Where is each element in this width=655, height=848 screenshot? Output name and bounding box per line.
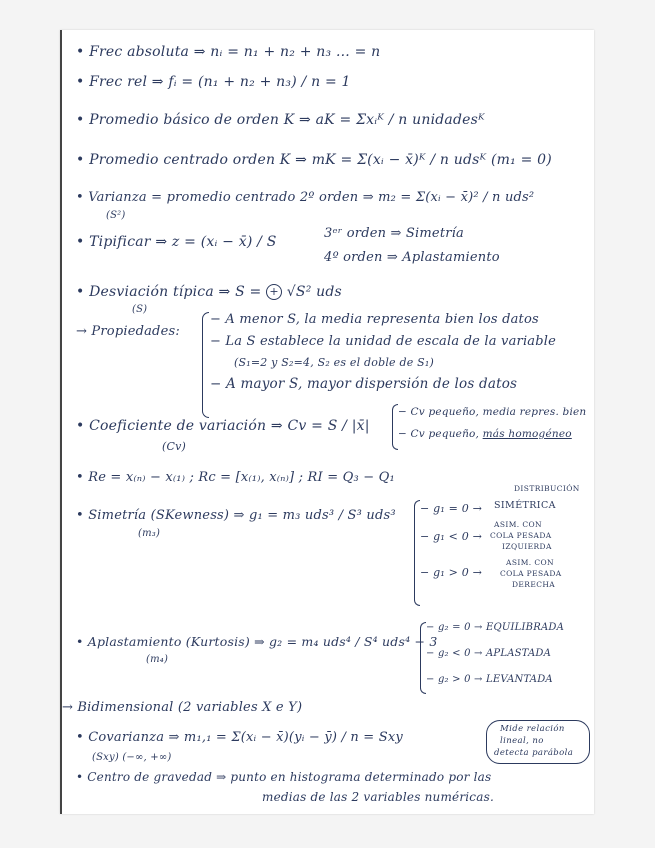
line-aplastamiento: • Aplastamiento (Kurtosis) ⇒ g₂ = m₄ uds⁴ / S⁴ uds⁴ − 3 bbox=[76, 634, 438, 649]
line-sim-3: − g₁ > 0 → bbox=[420, 566, 483, 579]
line-propiedades-label: → Propiedades: bbox=[76, 324, 180, 339]
line-cov-note-2: lineal, no bbox=[500, 736, 544, 746]
desviacion-label: • Desviación típica ⇒ S = bbox=[76, 284, 262, 300]
line-sim-2: − g₁ < 0 → bbox=[420, 530, 483, 543]
line-sim-1-a: DISTRIBUCIÓN bbox=[514, 484, 580, 493]
line-cuarto-orden: 4º orden ⇒ Aplastamiento bbox=[324, 250, 500, 265]
line-kurt-3: − g₂ > 0 → LEVANTADA bbox=[426, 674, 553, 685]
line-frec-absoluta: • Frec absoluta ⇒ nᵢ = n₁ + n₂ + n₃ ... = n bbox=[76, 44, 381, 60]
line-coef-symbol: (Cv) bbox=[162, 440, 187, 453]
line-sim-3-a: ASIM. CON bbox=[506, 558, 555, 567]
line-covarianza: • Covarianza ⇒ m₁,₁ = Σ(xᵢ − x̄)(yᵢ − ȳ) / n = Sxy bbox=[76, 730, 403, 745]
line-desviacion-symbol: (S) bbox=[132, 304, 148, 315]
line-coef-2 bbox=[398, 428, 572, 440]
line-aplastamiento-symbol: (m₄) bbox=[146, 654, 169, 665]
line-bidimensional: → Bidimensional (2 variables X e Y) bbox=[62, 700, 303, 715]
propiedades-brace bbox=[202, 312, 209, 418]
line-kurt-1: − g₂ = 0 → EQUILIBRADA bbox=[426, 622, 565, 633]
line-cov-note-3: detecta parábola bbox=[494, 748, 574, 758]
desviacion-formula: √S² uds bbox=[286, 284, 342, 300]
coef-2-prefix: − Cv pequeño, bbox=[398, 428, 480, 440]
line-prop-2-example: (S₁=2 y S₂=4, S₂ es el doble de S₁) bbox=[234, 356, 434, 369]
line-prop-1: − A menor S, la media representa bien los datos bbox=[210, 312, 539, 327]
line-kurt-2: − g₂ < 0 → APLASTADA bbox=[426, 648, 552, 659]
line-tipificar: • Tipificar ⇒ z = (xᵢ − x̄) / S bbox=[76, 234, 277, 250]
line-simetria: • Simetría (SKewness) ⇒ g₁ = m₃ uds³ / S³ uds³ bbox=[76, 508, 396, 523]
line-cov-note-1: Mide relación bbox=[500, 724, 565, 734]
line-sim-2-c: IZQUIERDA bbox=[502, 542, 552, 551]
line-centro-gravedad-2: medias de las 2 variables numéricas. bbox=[262, 790, 494, 804]
line-desviacion bbox=[76, 284, 342, 300]
line-sim-1: − g₁ = 0 → bbox=[420, 502, 483, 515]
line-sim-2-b: COLA PESADA bbox=[490, 531, 552, 540]
line-sim-3-b: COLA PESADA bbox=[500, 569, 562, 578]
line-prop-2: − La S establece la unidad de escala de la variable bbox=[210, 334, 557, 349]
coef-2-underlined: más homogéneo bbox=[482, 428, 572, 440]
line-covarianza-symbol: (Sxy) (−∞, +∞) bbox=[92, 752, 172, 763]
plus-circle-icon: + bbox=[266, 284, 282, 300]
line-tercer-orden: 3ᵉʳ orden ⇒ Simetría bbox=[324, 226, 464, 241]
line-frec-relativa: • Frec rel ⇒ fᵢ = (n₁ + n₂ + n₃) / n = 1 bbox=[76, 74, 351, 90]
line-simetria-symbol: (m₃) bbox=[138, 528, 161, 539]
line-varianza: • Varianza = promedio centrado 2º orden ⇒ m₂ = Σ(xᵢ − x̄)² / n uds² bbox=[76, 190, 535, 205]
line-rangos: • Re = x₍ₙ₎ − x₍₁₎ ; Rc = [x₍₁₎, x₍ₙ₎] ; RI = Q₃ − Q₁ bbox=[76, 470, 395, 485]
simetria-brace bbox=[414, 500, 420, 606]
line-sim-3-c: DERECHA bbox=[512, 580, 556, 589]
line-coef-1: − Cv pequeño, media repres. bien bbox=[398, 406, 587, 418]
line-promedio-centrado: • Promedio centrado orden K ⇒ mK = Σ(xᵢ − x̄)ᴷ / n udsᴷ (m₁ = 0) bbox=[76, 152, 552, 168]
line-varianza-symbol: (S²) bbox=[106, 210, 126, 221]
line-centro-gravedad: • Centro de gravedad ⇒ punto en histograma determinado por las bbox=[76, 770, 492, 784]
line-sim-2-a: ASIM. CON bbox=[494, 520, 543, 529]
line-promedio-basico: • Promedio básico de orden K ⇒ aK = Σxᵢᴷ / n unidadesᴷ bbox=[76, 112, 485, 128]
line-prop-3: − A mayor S, mayor dispersión de los datos bbox=[210, 376, 518, 392]
notebook-page bbox=[60, 30, 594, 814]
line-sim-1-b: SIMÉTRICA bbox=[494, 500, 556, 511]
line-coef-variacion: • Coeficiente de variación ⇒ Cv = S / |x̄| bbox=[76, 418, 370, 434]
